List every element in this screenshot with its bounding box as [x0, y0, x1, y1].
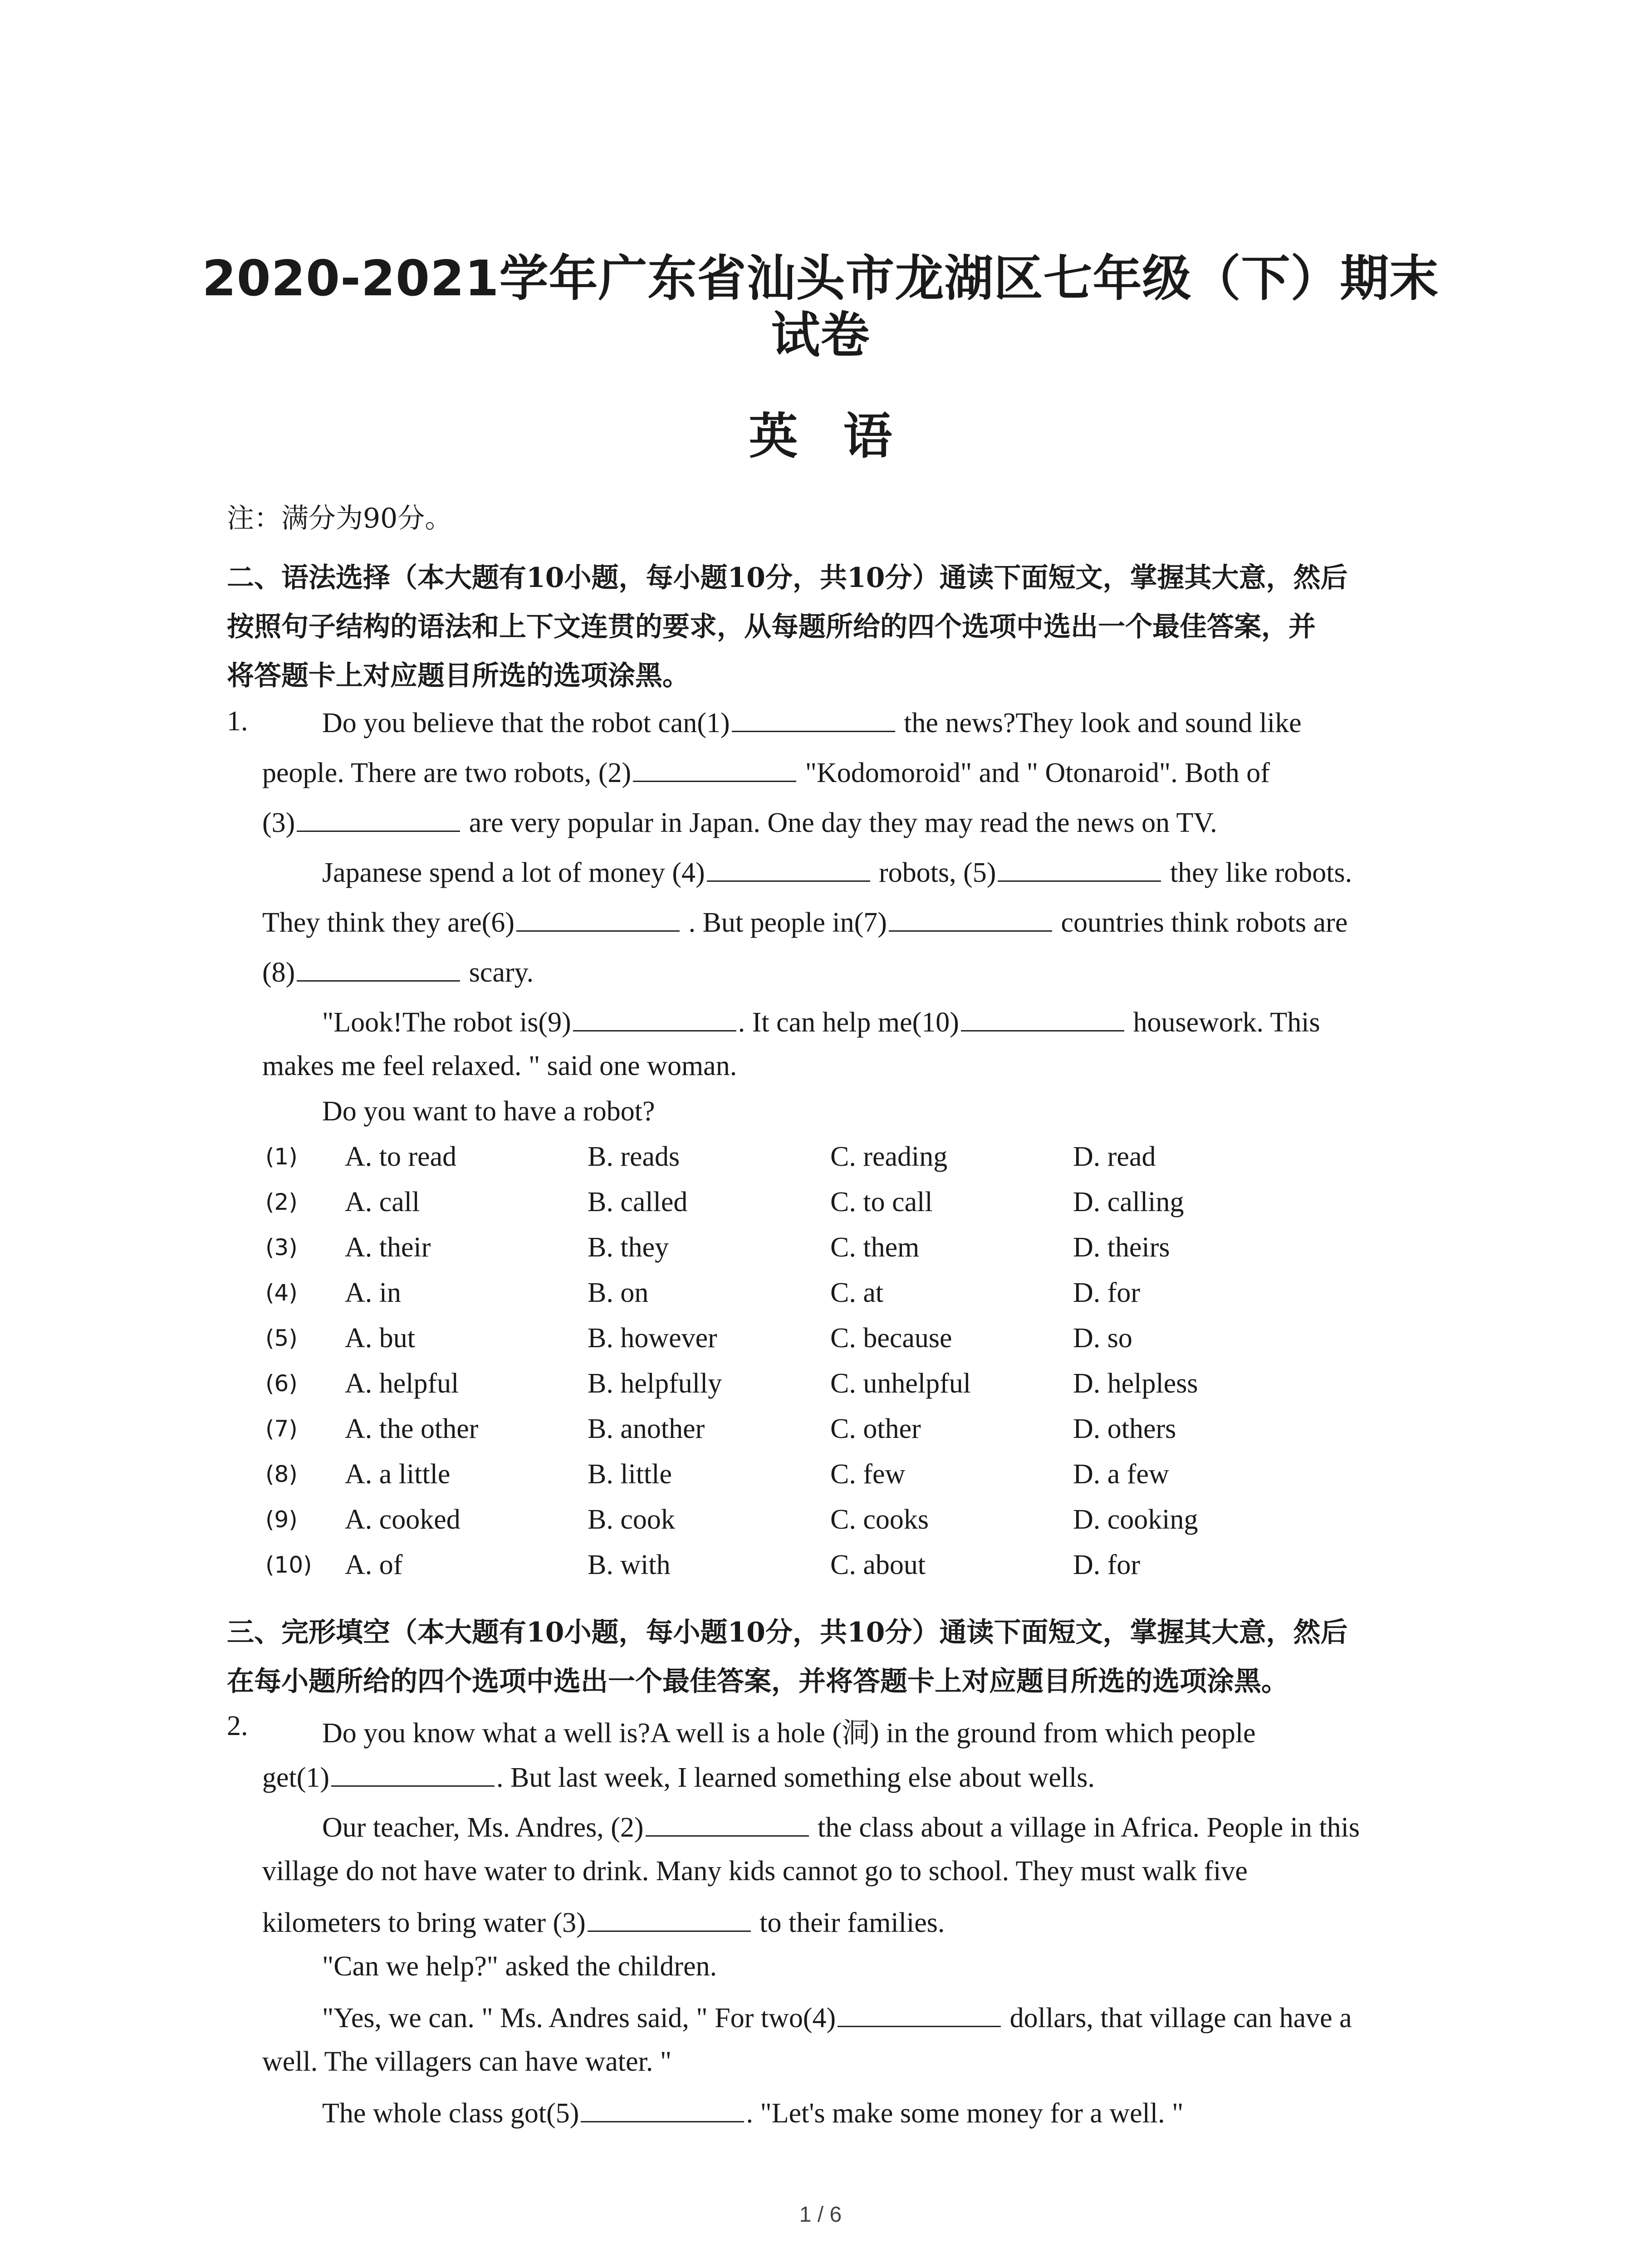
option-b[interactable]: B. with	[588, 1549, 671, 1580]
option-a[interactable]: A. cooked	[345, 1504, 460, 1535]
section3-heading	[227, 1608, 1443, 1706]
option-a[interactable]: A. of	[345, 1549, 403, 1580]
option-row	[265, 1549, 1445, 1594]
passage-line: "Can we help?" asked the children.	[322, 1951, 717, 1982]
option-d[interactable]: D. for	[1073, 1277, 1141, 1308]
option-number: (6)	[265, 1370, 298, 1397]
option-b[interactable]: B. little	[588, 1459, 672, 1490]
passage-line: Do you want to have a robot?	[322, 1096, 655, 1127]
answer-blank[interactable]	[707, 855, 870, 882]
option-a[interactable]: A. helpful	[345, 1368, 459, 1399]
passage-line: "Yes, we can. " Ms. Andres said, " For two(4) dollars, that village can have a	[322, 2000, 1352, 2034]
option-d[interactable]: D. calling	[1073, 1187, 1184, 1217]
passage-line: (8) scary.	[262, 955, 534, 989]
answer-blank[interactable]	[732, 705, 895, 732]
answer-blank[interactable]	[646, 1810, 809, 1837]
passage-line: "Look!The robot is(9) . It can help me(10) housework. This	[322, 1005, 1320, 1039]
option-row	[265, 1277, 1445, 1322]
option-number: (8)	[265, 1461, 298, 1487]
option-row	[265, 1458, 1445, 1504]
option-d[interactable]: D. read	[1073, 1141, 1156, 1172]
page-number: 1 / 6	[799, 2203, 842, 2227]
option-number: (3)	[265, 1234, 298, 1261]
option-number: (2)	[265, 1189, 298, 1215]
passage-line: (3) are very popular in Japan. One day they may read the news on TV.	[262, 805, 1217, 839]
option-d[interactable]: D. cooking	[1073, 1504, 1198, 1535]
passage-line: Japanese spend a lot of money (4) robots, (5) they like robots.	[322, 855, 1352, 889]
option-a[interactable]: A. a little	[345, 1459, 451, 1490]
option-d[interactable]: D. others	[1073, 1413, 1176, 1444]
option-d[interactable]: D. for	[1073, 1549, 1141, 1580]
option-number: (9)	[265, 1506, 298, 1533]
passage-line: They think they are(6) . But people in(7) countries think robots are	[262, 905, 1347, 939]
question-number: 2.	[227, 1711, 248, 1741]
option-b[interactable]: B. cook	[588, 1504, 675, 1535]
option-number: (1)	[265, 1144, 298, 1170]
option-a[interactable]: A. the other	[345, 1413, 479, 1444]
answer-blank[interactable]	[297, 955, 460, 982]
option-c[interactable]: C. other	[830, 1413, 921, 1444]
option-a[interactable]: A. in	[345, 1277, 401, 1308]
option-c[interactable]: C. to call	[830, 1187, 933, 1217]
section2-heading-line1: 二、语法选择（本大题有10小题，每小题10分，共10分）通读下面短文，掌握其大意，然后	[227, 562, 1348, 594]
option-c[interactable]: C. because	[830, 1323, 952, 1354]
option-c[interactable]: C. reading	[830, 1141, 948, 1172]
passage-line: Do you know what a well is?A well is a hole (洞) in the ground from which people	[322, 1718, 1256, 1749]
passage-line: get(1) . But last week, I learned something else about wells.	[262, 1760, 1095, 1794]
passage-line: village do not have water to drink. Many kids cannot go to school. They must walk five	[262, 1856, 1248, 1887]
section3-heading-line1: 三、完形填空（本大题有10小题，每小题10分，共10分）通读下面短文，掌握其大意，然后	[227, 1617, 1348, 1648]
score-note: 注：满分为90分。	[227, 503, 452, 534]
option-c[interactable]: C. cooks	[830, 1504, 929, 1535]
option-row	[265, 1368, 1445, 1413]
section3-heading-line2: 在每小题所给的四个选项中选出一个最佳答案，并将答题卡上对应题目所选的选项涂黑。	[227, 1666, 1288, 1697]
option-c[interactable]: C. unhelpful	[830, 1368, 971, 1399]
passage-line: Do you believe that the robot can(1) the news?They look and sound like	[322, 705, 1302, 739]
option-b[interactable]: B. reads	[588, 1141, 680, 1172]
option-c[interactable]: C. few	[830, 1459, 906, 1490]
answer-blank[interactable]	[998, 855, 1161, 882]
option-number: (5)	[265, 1325, 298, 1351]
section2-heading-line2: 按照句子结构的语法和上下文连贯的要求，从每题所给的四个选项中选出一个最佳答案，并	[227, 611, 1316, 643]
passage-line: people. There are two robots, (2) "Kodomoroid" and " Otonaroid". Both of	[262, 755, 1270, 789]
option-a[interactable]: A. call	[345, 1187, 420, 1217]
option-row	[265, 1186, 1445, 1232]
section2-heading	[227, 553, 1443, 700]
option-b[interactable]: B. they	[588, 1232, 669, 1263]
answer-blank[interactable]	[961, 1005, 1124, 1031]
answer-blank[interactable]	[889, 905, 1052, 932]
passage-line: makes me feel relaxed. " said one woman.	[262, 1051, 737, 1081]
option-number: (4)	[265, 1280, 298, 1306]
option-b[interactable]: B. on	[588, 1277, 649, 1308]
answer-blank[interactable]	[297, 805, 460, 832]
option-number: (7)	[265, 1416, 298, 1442]
option-row	[265, 1232, 1445, 1277]
passage-line: Our teacher, Ms. Andres, (2) the class about a village in Africa. People in this	[322, 1810, 1360, 1844]
option-b[interactable]: B. called	[588, 1187, 688, 1217]
option-d[interactable]: D. helpless	[1073, 1368, 1198, 1399]
option-b[interactable]: B. helpfully	[588, 1368, 722, 1399]
option-d[interactable]: D. a few	[1073, 1459, 1169, 1490]
answer-blank[interactable]	[588, 1905, 751, 1932]
passage-line: kilometers to bring water (3) to their families.	[262, 1905, 945, 1939]
option-c[interactable]: C. them	[830, 1232, 920, 1263]
option-a[interactable]: A. their	[345, 1232, 431, 1263]
answer-blank[interactable]	[633, 755, 796, 782]
option-b[interactable]: B. another	[588, 1413, 705, 1444]
question-number: 1.	[227, 706, 248, 737]
option-a[interactable]: A. to read	[345, 1141, 457, 1172]
answer-blank[interactable]	[581, 2096, 744, 2122]
passage-line: The whole class got(5) . "Let's make some money for a well. "	[322, 2096, 1183, 2130]
option-c[interactable]: C. about	[830, 1549, 926, 1580]
exam-title-line1: 2020-2021学年广东省汕头市龙湖区七年级（下）期末	[202, 250, 1439, 307]
exam-title-line2: 试卷	[771, 307, 870, 364]
answer-blank[interactable]	[573, 1005, 736, 1031]
passage-line: well. The villagers can have water. "	[262, 2046, 672, 2077]
answer-blank[interactable]	[516, 905, 680, 932]
option-row	[265, 1141, 1445, 1186]
subject-title: 英语	[749, 408, 938, 465]
option-d[interactable]: D. so	[1073, 1323, 1132, 1354]
option-b[interactable]: B. however	[588, 1323, 717, 1354]
option-a[interactable]: A. but	[345, 1323, 415, 1354]
option-c[interactable]: C. at	[830, 1277, 884, 1308]
section2-heading-line3: 将答题卡上对应题目所选的选项涂黑。	[227, 660, 690, 692]
answer-blank[interactable]	[838, 2000, 1001, 2027]
option-row	[265, 1413, 1445, 1458]
option-number: (10)	[265, 1552, 312, 1578]
answer-blank[interactable]	[331, 1760, 495, 1787]
option-row	[265, 1322, 1445, 1368]
option-row	[265, 1504, 1445, 1549]
option-d[interactable]: D. theirs	[1073, 1232, 1170, 1263]
